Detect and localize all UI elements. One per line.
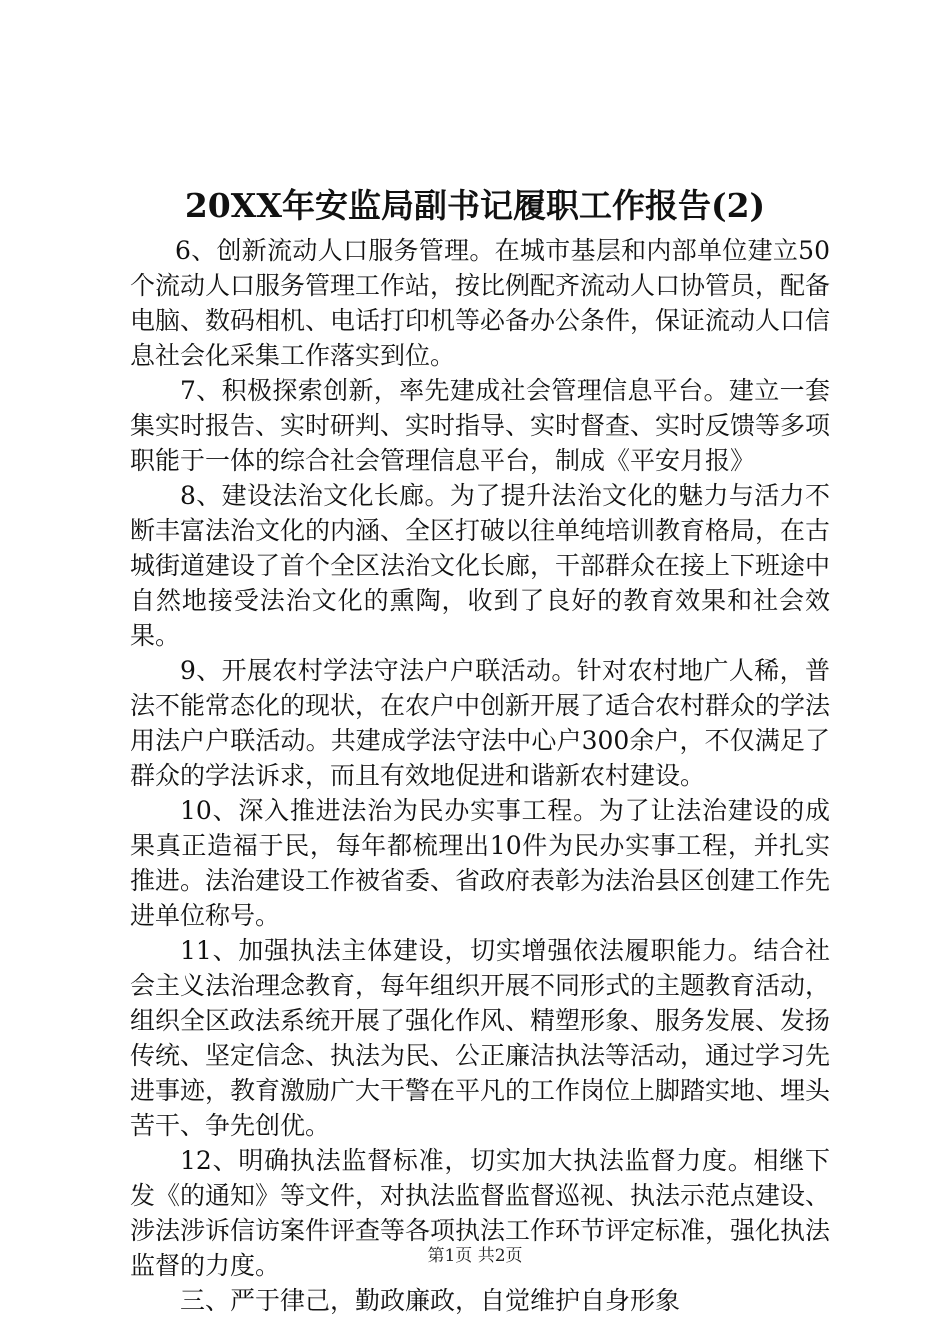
page-footer: 第1页 共2页 [427, 1246, 523, 1266]
paragraph-item-12: 12、明确执法监督标准，切实加大执法监督力度。相继下发《的通知》等文件，对执法监督监督巡视、执法示范点建设、涉法涉诉信访案件评查等各项执法工作环节评定标准，强化执法监督的力度。 [130, 1146, 831, 1280]
paragraph-item-10: 10、深入推进法治为民办实事工程。为了让法治建设的成果真正造福于民，每年都梳理出10件为民办实事工程，并扎实推进。法治建设工作被省委、省政府表彰为法治县区创建工作先进单位称号。 [130, 796, 831, 930]
paragraph-item-9: 9、开展农村学法守法户户联活动。针对农村地广人稀，普法不能常态化的现状，在农户中创新开展了适合农村群众的学法用法户户联活动。共建成学法守法中心户300余户，不仅满足了群众的学法诉求，而且有效地促进和谐新农村建设。 [130, 656, 831, 790]
section-heading-3: 三、严于律己，勤政廉政，自觉维护自身形象 [180, 1286, 681, 1315]
paragraph-item-11: 11、加强执法主体建设，切实增强依法履职能力。结合社会主义法治理念教育，每年组织开展不同形式的主题教育活动，组织全区政法系统开展了强化作风、精塑形象、服务发展、发扬传统、坚定信念、执法为民、公正廉洁执法等活动，通过学习先进事迹，教育激励广大干警在平凡的工作岗位上脚踏实地、埋头苦干、争先创优。 [130, 936, 831, 1140]
document-body [130, 233, 830, 1318]
document-title: 20XX年安监局副书记履职工作报告(2) [184, 186, 766, 225]
paragraph-item-8: 8、建设法治文化长廊。为了提升法治文化的魅力与活力不断丰富法治文化的内涵、全区打破以往单纯培训教育格局，在古城街道建设了首个全区法治文化长廊，干部群众在接上下班途中自然地接受法治文化的熏陶，收到了良好的教育效果和社会效果。 [130, 481, 831, 650]
paragraph-item-7: 7、积极探索创新，率先建成社会管理信息平台。建立一套集实时报告、实时研判、实时指导、实时督查、实时反馈等多项职能于一体的综合社会管理信息平台，制成《平安月报》 [130, 376, 831, 475]
paragraph-item-6: 6、创新流动人口服务管理。在城市基层和内部单位建立50个流动人口服务管理工作站，按比例配齐流动人口协管员，配备电脑、数码相机、电话打印机等必备办公条件，保证流动人口信息社会化采集工作落实到位。 [130, 236, 831, 370]
